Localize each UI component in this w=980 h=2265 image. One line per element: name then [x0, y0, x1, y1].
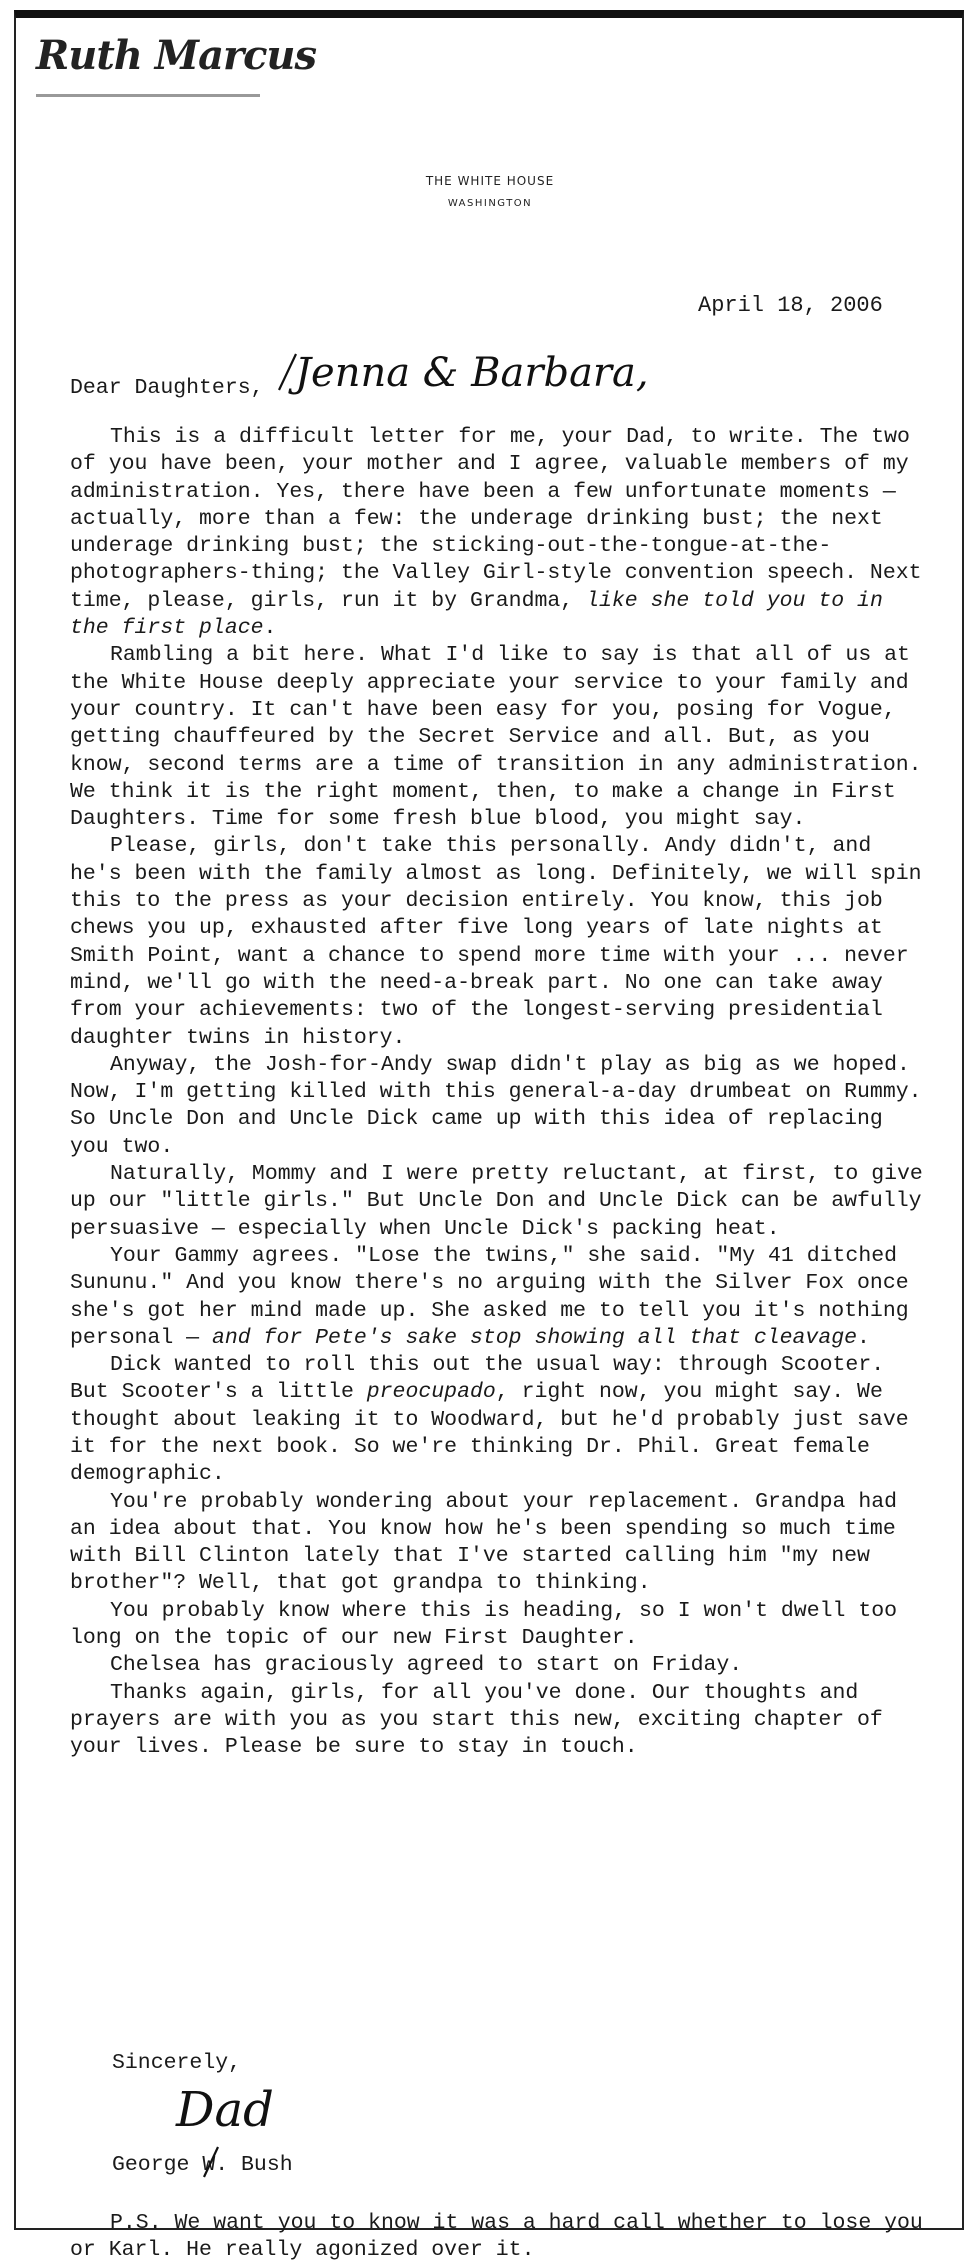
- body-paragraph: Your Gammy agrees. "Lose the twins," she said. "My 41 ditched Sununu." And you know there's no arguing with the Silver Fox once she's got her mind made up. She asked me to tell you it's nothing personal — and for Pete's sake stop showing all that cleavage.: [70, 1243, 922, 1350]
- byline-underline: [36, 94, 260, 97]
- body-paragraph: Rambling a bit here. What I'd like to say is that all of us at the White House deeply appreciate your service to your family and your country. It can't have been easy for you, posing for Vogue, getting chauffeured by the Secret Service and all. But, as you know, second terms are a time of transition in any administration. We think it is the right moment, then, to make a change in First Daughters. Time for some fresh blue blood, you might say.: [70, 643, 935, 832]
- body-paragraph: This is a difficult letter for me, your Dad, to write. The two of you have been, your mother and I agree, valuable members of my administration. Yes, there have been a few unfortunate moments — actually, more than a few: the underage drinking bust; the next underage drinking bust; the sticking-out-the-tongue-at-the-photographers-thing; the Valley Girl-style convention speech. Next time, please, girls, run it by Grandma, like she told you to in the first place.: [70, 425, 935, 641]
- body-paragraph: Please, girls, don't take this personally. Andy didn't, and he's been with the family almost as long. Definitely, we will spin this to the press as your decision entirely. You know, this job chews you up, exhausted after five long years of late nights at Smith Point, want a chance to spend more time with your ... never mind, we'll go with the need-a-break part. No one can take away from your achievements: two of the longest-serving presidential daughter twins in history.: [70, 834, 935, 1050]
- letterhead-subtitle: WASHINGTON: [447, 198, 533, 209]
- italic-phrase: like she told you to in the first place: [70, 588, 896, 641]
- body-paragraph: Chelsea has graciously agreed to start on Friday.: [110, 1653, 743, 1678]
- salutation: Dear Daughters,: [70, 376, 264, 400]
- body-paragraph: Dick wanted to roll this out the usual way: through Scooter. But Scooter's a little preocupado, right now, you might say. We thought about leaking it to Woodward, but he'd probably just save it for the next book. So we're thinking Dr. Phil. Great female demographic.: [70, 1353, 922, 1487]
- handwritten-signature: Dad: [176, 2082, 274, 2138]
- signature-strike-mark: [200, 2146, 222, 2178]
- italic-phrase: and for Pete's sake stop showing all that cleavage: [211, 1325, 858, 1350]
- closing: Sincerely,: [112, 2051, 242, 2075]
- body-paragraph: Thanks again, girls, for all you've done. Our thoughts and prayers are with you as you start this new, exciting chapter of your lives. Please be sure to stay in touch.: [70, 1680, 896, 1760]
- letterhead-title: THE WHITE HOUSE: [425, 174, 555, 188]
- letter-date: April 18, 2006: [698, 293, 883, 318]
- typed-signature: George W. Bush: [112, 2153, 293, 2177]
- body-paragraph: Anyway, the Josh-for-Andy swap didn't play as big as we hoped. Now, I'm getting killed with this general-a-day drumbeat on Rummy. So Uncle Don and Uncle Dick came up with this idea of replacing you two.: [70, 1052, 935, 1159]
- body-paragraph: You probably know where this is heading, so I won't dwell too long on the topic of our new First Daughter.: [70, 1598, 910, 1651]
- body-paragraph: Naturally, Mommy and I were pretty reluctant, at first, to give up our "little girls." But Uncle Don and Uncle Dick can be awfully persuasive — especially when Uncle Dick's packing heat.: [70, 1162, 936, 1241]
- postscript-text: P.S. We want you to know it was a hard call whether to lose you or Karl. He really agonized over it.: [70, 2211, 923, 2263]
- body-paragraph: You're probably wondering about your replacement. Grandpa had an idea about that. You know how he's been spending so much time with Bill Clinton lately that I've started calling him "my new brother"? Well, that got grandpa to thinking.: [70, 1489, 910, 1596]
- letter-body: [70, 424, 936, 1762]
- italic-phrase: preocupado: [366, 1380, 496, 1405]
- byline: Ruth Marcus: [36, 32, 317, 79]
- handwritten-names: Jenna & Barbara,: [295, 350, 649, 396]
- postscript: [70, 2210, 930, 2265]
